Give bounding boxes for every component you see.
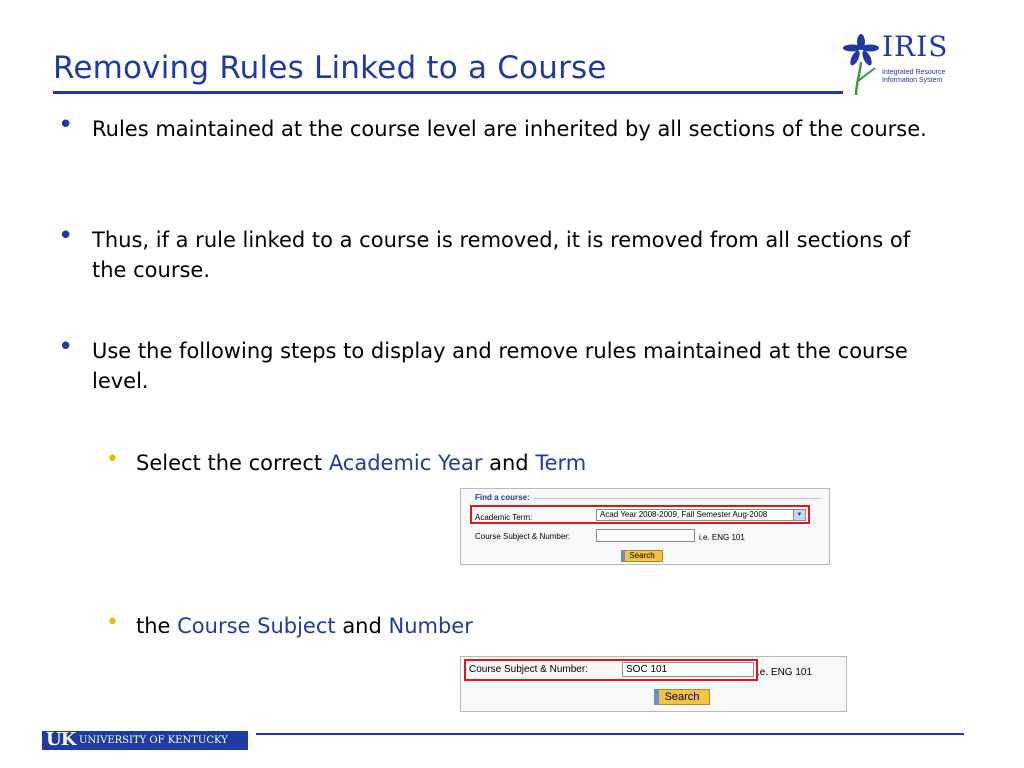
sub-bullet-pre: the: [136, 614, 178, 638]
sub-bullet-dot: •: [106, 447, 119, 472]
iris-subtitle-line2: Information System: [882, 77, 943, 84]
bullet-text: Use the following steps to display and remove rules maintained at the course level.: [92, 339, 908, 393]
search-button[interactable]: Search: [621, 550, 663, 562]
iris-subtitle-line1: Integrated Resource: [882, 69, 946, 76]
course-subject-label: Course Subject & Number:: [475, 532, 571, 541]
highlight-number: Number: [388, 614, 473, 638]
fieldset-border: [533, 498, 821, 499]
bullet-dot: •: [58, 110, 74, 140]
course-subject-input[interactable]: [622, 662, 754, 677]
find-course-screenshot: [460, 488, 830, 565]
sub-bullet-dot: •: [106, 610, 119, 635]
search-button[interactable]: Search: [654, 689, 710, 705]
bullet-text: Thus, if a rule linked to a course is removed, it is removed from all sections of the course.: [92, 228, 911, 282]
iris-subtitle: [882, 69, 945, 85]
chevron-down-icon[interactable]: ▼: [793, 510, 805, 520]
sub-bullet-text: [136, 451, 586, 475]
academic-term-label: Academic Term:: [475, 513, 533, 522]
find-course-legend: Find a course:: [475, 493, 530, 502]
course-subject-hint: i.e. ENG 101: [699, 533, 745, 542]
highlight-academic-year: Academic Year: [328, 451, 483, 475]
sub-bullet-pre: Select the correct: [136, 451, 329, 475]
course-subject-screenshot: [460, 656, 847, 712]
bullet-2: [58, 221, 928, 285]
academic-term-value: Acad Year 2008-2009, Fall Semester Aug-2008: [600, 510, 768, 519]
course-subject-value: SOC 101: [626, 664, 668, 675]
academic-term-select[interactable]: [596, 509, 806, 521]
iris-wordmark: IRIS: [882, 30, 949, 63]
sub-bullet-mid: and: [482, 451, 536, 475]
bullet-1: [58, 110, 928, 144]
footer-divider: [256, 733, 964, 735]
bullet-3: [58, 332, 928, 396]
course-subject-label: Course Subject & Number:: [469, 664, 588, 675]
uk-footer-logo: [42, 731, 248, 750]
bullet-text: Rules maintained at the course level are inherited by all sections of the course.: [92, 117, 927, 141]
slide-title: Removing Rules Linked to a Course: [53, 50, 607, 86]
highlight-course-subject: Course Subject: [177, 614, 336, 638]
iris-flower-icon: [842, 32, 882, 98]
sub-bullet-course-subject-number: [106, 611, 473, 641]
bullet-dot: •: [58, 221, 74, 251]
course-subject-hint: .e. ENG 101: [757, 667, 813, 678]
title-underline: [53, 91, 843, 94]
sub-bullet-mid: and: [335, 614, 389, 638]
bullet-dot: •: [58, 332, 74, 362]
course-subject-input[interactable]: [596, 529, 695, 542]
sub-bullet-academic-year-term: [106, 448, 586, 478]
sub-bullet-text: [136, 614, 473, 638]
uk-monogram: UK: [46, 729, 76, 750]
university-name: UNIVERSITY OF KENTUCKY: [79, 735, 228, 746]
highlight-term: Term: [535, 451, 587, 475]
iris-logo: [842, 32, 962, 98]
